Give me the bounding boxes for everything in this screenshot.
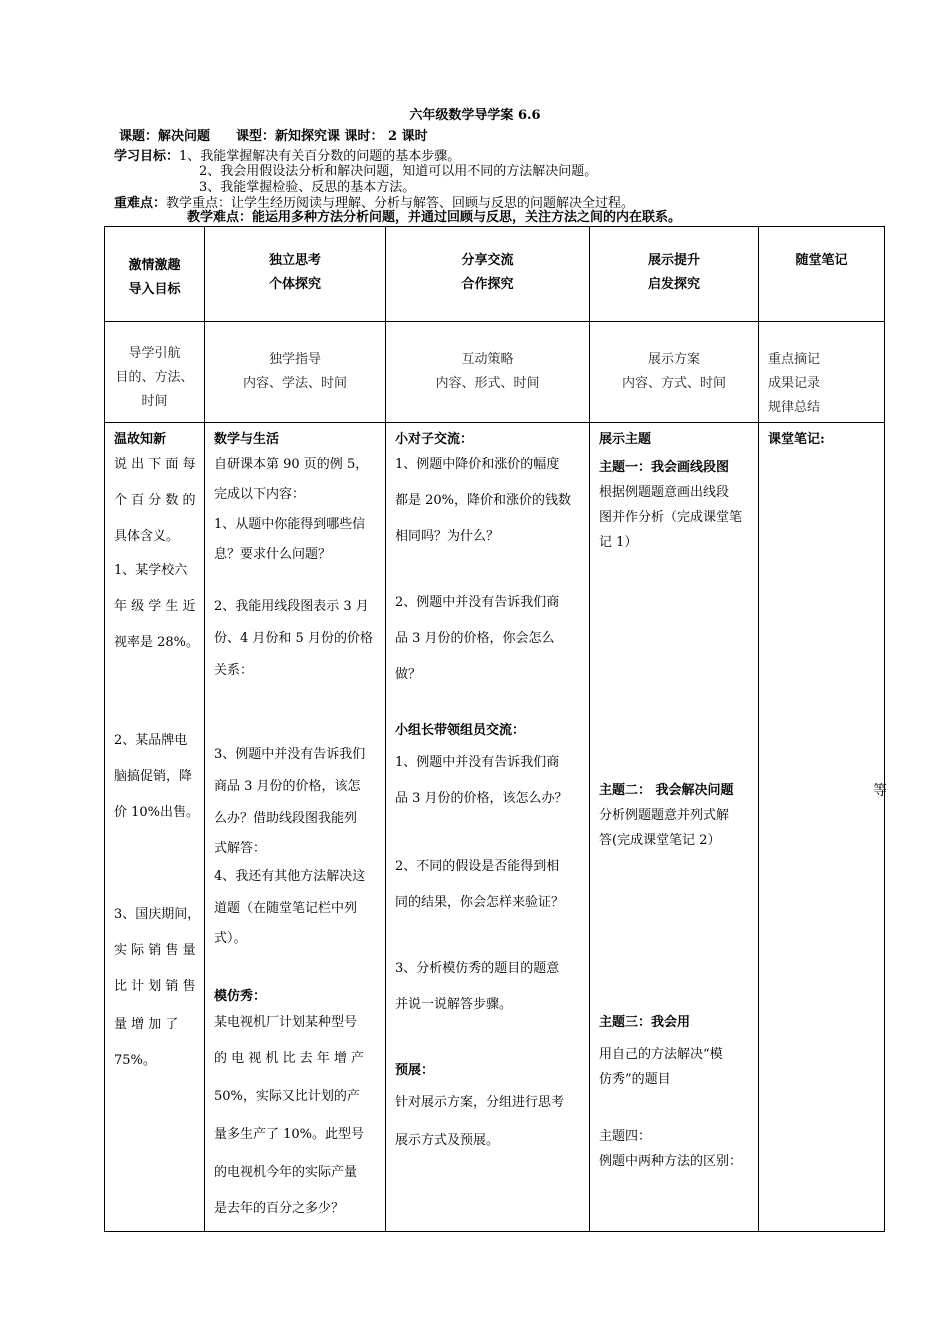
header-notes — [759, 227, 885, 322]
notes-heading: 课堂笔记: — [768, 432, 825, 447]
review-line: 1、某学校六 — [114, 563, 188, 578]
exchange-line: 展示方式及预展。 — [395, 1133, 500, 1148]
imitation-line: 是去年的百分之多少？ — [214, 1201, 345, 1216]
review-line: 比 计 划 销 售 — [114, 979, 196, 994]
theme-line: 例题中两种方法的区别： — [599, 1154, 743, 1169]
theme-line: 记 1） — [599, 535, 638, 550]
header-share — [386, 227, 590, 322]
column-self-study — [205, 423, 386, 1232]
review-line: 3、国庆期间， — [114, 907, 201, 922]
self-study-line: 式解答： — [214, 841, 267, 856]
preview-heading: 预展： — [395, 1063, 435, 1078]
subheader-self-study-line1: 独学指导 — [268, 352, 321, 367]
subheader-plan — [590, 322, 759, 423]
review-line: 年 级 学 生 近 — [114, 599, 196, 614]
imitation-line: 量多生产了 10%。此型号 — [214, 1127, 365, 1142]
review-line: 75%。 — [114, 1053, 156, 1068]
theme-line: 分析例题题意并列式解 — [599, 808, 730, 823]
theme-2-title: 主题二： 我会解决问题 — [599, 783, 734, 798]
objective-1: 1、我能掌握解决有关百分数的问题的基本步骤。 — [179, 149, 461, 164]
subheader-notes-line3: 规律总结 — [768, 400, 821, 415]
exchange-line: 3、分析模仿秀的题目的题意 — [395, 961, 560, 976]
self-study-line: 4、我还有其他方法解决这 — [214, 869, 366, 884]
subheader-notes — [759, 322, 885, 423]
subheader-plan-line1: 展示方案 — [647, 352, 700, 367]
theme-4-title: 主题四： — [599, 1129, 652, 1144]
subheader-guide-line2: 目的、方法、 — [115, 370, 194, 385]
review-line: 视率是 28%。 — [114, 635, 200, 650]
column-display — [590, 423, 759, 1232]
theme-line: 图并作分析（完成课堂笔 — [599, 510, 743, 525]
review-line: 实 际 销 售 量 — [114, 943, 196, 958]
theme-line: 用自己的方法解决“模 — [599, 1047, 723, 1062]
self-study-line: 3、例题中并没有告诉我们 — [214, 747, 366, 762]
display-heading: 展示主题 — [599, 432, 652, 447]
objective-3: 3、我能掌握检验、反思的基本方法。 — [199, 180, 416, 195]
objectives-line-1 — [114, 149, 460, 165]
header-notes-line1: 随堂笔记 — [795, 253, 848, 268]
subheader-interaction — [386, 322, 590, 423]
group-exchange-heading: 小组长带领组员交流： — [395, 723, 526, 738]
exchange-line: 都是 20%，降价和涨价的钱数 — [395, 493, 572, 508]
key-label: 重难点： — [114, 196, 167, 211]
header-independent — [205, 227, 386, 322]
header-independent-line1: 独立思考 — [268, 253, 321, 268]
key-point: 教学重点：让学生经历阅读与理解、分析与解答、回顾与反思的问题解决全过程。 — [166, 196, 635, 211]
self-study-line: 商品 3 月份的价格，该怎 — [214, 779, 361, 794]
header-display-line1: 展示提升 — [647, 253, 700, 268]
subheader-plan-line2: 内容、方式、时间 — [621, 376, 726, 391]
self-study-line: 道题（在随堂笔记栏中列 — [214, 901, 358, 916]
objectives-label: 学习目标： — [114, 149, 180, 164]
imitation-line: 的电视机今年的实际产量 — [214, 1165, 358, 1180]
theme-1-title: 主题一：我会画线段图 — [599, 460, 730, 475]
review-line: 2、某品牌电 — [114, 733, 188, 748]
review-line: 脑搞促销，降 — [114, 769, 193, 784]
exchange-line: 相同吗？为什么？ — [395, 529, 500, 544]
subheader-notes-line2: 成果记录 — [768, 376, 821, 391]
subheader-guide-line3: 时间 — [141, 394, 168, 409]
header-share-line1: 分享交流 — [461, 253, 514, 268]
theme-line: 答(完成课堂笔记 2） — [599, 833, 721, 848]
objective-2: 2、我会用假设法分析和解决问题，知道可以用不同的方法解决问题。 — [199, 164, 598, 179]
subheader-self-study — [205, 322, 386, 423]
column-review — [105, 423, 205, 1232]
exchange-line: 品 3 月份的价格，该怎么办？ — [395, 791, 568, 806]
exchange-line: 1、例题中并没有告诉我们商 — [395, 755, 560, 770]
subheader-guide — [105, 322, 205, 423]
exchange-line: 品 3 月份的价格，你会怎么 — [395, 631, 555, 646]
self-study-line: 么办？借助线段图我能列 — [214, 811, 358, 826]
review-line: 价 10%出售。 — [114, 805, 200, 820]
subheader-guide-line1: 导学引航 — [128, 346, 181, 361]
self-study-line: 息？要求什么问题？ — [214, 547, 332, 562]
self-study-line: 2、我能用线段图表示 3 月 — [214, 599, 369, 614]
exchange-line: 针对展示方案，分组进行思考 — [395, 1095, 565, 1110]
theme-line: 根据例题题意画出线段 — [599, 485, 730, 500]
column-exchange — [386, 423, 590, 1232]
subheader-notes-line1: 重点摘记 — [768, 352, 821, 367]
exchange-line: 2、例题中并没有告诉我们商 — [395, 595, 560, 610]
pair-exchange-heading: 小对子交流： — [395, 432, 474, 447]
self-study-line: 自研课本第 90 页的例 5， — [214, 457, 369, 472]
subheader-interaction-line2: 内容、形式、时间 — [435, 376, 540, 391]
header-display-line2: 启发探究 — [647, 277, 700, 292]
review-line: 说 出 下 面 每 — [114, 457, 196, 472]
exchange-line: 2、不同的假设是否能得到相 — [395, 859, 560, 874]
review-line: 个 百 分 数 的 — [114, 493, 196, 508]
exchange-line: 1、例题中降价和涨价的幅度 — [395, 457, 560, 472]
header-intro — [105, 227, 205, 322]
lesson-table — [104, 226, 885, 1232]
review-line: 具体含义。 — [114, 529, 180, 544]
imitation-line: 50%，实际又比计划的产 — [214, 1089, 360, 1104]
exchange-line: 并说一说解答步骤。 — [395, 997, 513, 1012]
lesson-meta: 课题：解决问题 课型：新知探究课 课时： 2 课时 — [119, 129, 428, 144]
self-study-heading: 数学与生活 — [214, 432, 280, 447]
exchange-line: 做？ — [395, 667, 422, 682]
difficulty-line: 教学难点：能运用多种方法分析问题，并通过回顾与反思，关注方法之间的内在联系。 — [187, 210, 682, 225]
header-intro-line2: 导入目标 — [128, 282, 181, 297]
header-intro-line1: 激情激趣 — [128, 258, 181, 273]
exchange-line: 同的结果，你会怎样来验证？ — [395, 895, 565, 910]
header-independent-line2: 个体探究 — [268, 277, 321, 292]
self-study-line: 关系： — [214, 663, 254, 678]
header-share-line2: 合作探究 — [461, 277, 514, 292]
self-study-line: 1、从题中你能得到哪些信 — [214, 517, 366, 532]
self-study-line: 份、4 月份和 5 月份的价格 — [214, 631, 373, 646]
header-display — [590, 227, 759, 322]
self-study-line: 完成以下内容： — [214, 487, 306, 502]
page-title: 六年级数学导学案 6.6 — [409, 108, 541, 123]
column-notes — [759, 423, 885, 1232]
subheader-self-study-line2: 内容、学法、时间 — [242, 376, 347, 391]
theme-3-title: 主题三：我会用 — [599, 1015, 691, 1030]
theme-line: 仿秀”的题目 — [599, 1072, 671, 1087]
imitation-line: 某电视机厂计划某种型号 — [214, 1015, 358, 1030]
self-study-line: 式）。 — [214, 931, 247, 946]
side-character: 等 — [873, 783, 887, 799]
review-line: 量 增 加 了 — [114, 1017, 179, 1032]
subheader-interaction-line1: 互动策略 — [461, 352, 514, 367]
imitation-line: 的 电 视 机 比 去 年 增 产 — [214, 1051, 365, 1066]
imitation-heading: 模仿秀： — [214, 989, 267, 1004]
review-heading: 温故知新 — [114, 432, 167, 447]
